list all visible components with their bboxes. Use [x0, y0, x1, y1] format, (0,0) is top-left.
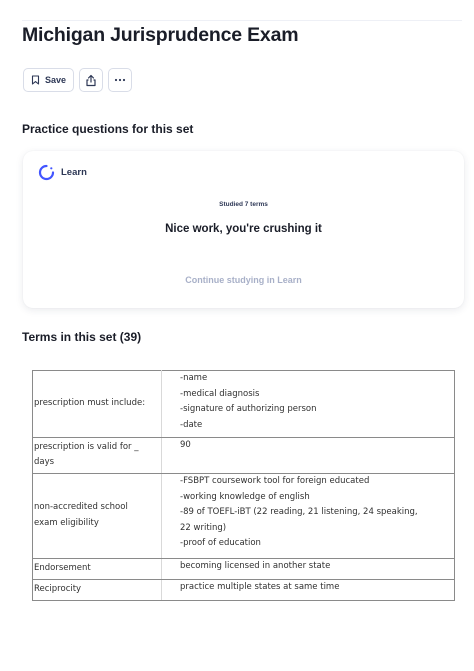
term-text: Endorsement: [34, 562, 91, 573]
definition-line: -date: [180, 419, 203, 430]
definition-line: practice multiple states at same time: [180, 582, 340, 592]
learn-mode-label: Learn: [61, 167, 87, 178]
bookmark-icon: [31, 75, 40, 85]
table-row: [33, 474, 455, 559]
more-horizontal-icon: [114, 78, 126, 82]
term-cell: [33, 559, 162, 580]
table-row: [33, 371, 455, 438]
definition-cell: [162, 371, 455, 438]
header-divider: [22, 20, 462, 21]
term-text: exam eligibility: [34, 517, 99, 528]
term-cell: [33, 474, 162, 559]
table-row: [33, 580, 455, 601]
share-button[interactable]: [79, 68, 103, 92]
table-row: [33, 438, 455, 474]
term-text: days: [34, 457, 55, 467]
studied-count: Studied 7 terms: [219, 201, 268, 208]
term-text: prescription is valid for _: [34, 441, 139, 452]
save-button-label: Save: [44, 75, 67, 85]
share-icon: [85, 74, 97, 87]
definition-line: becoming licensed in another state: [180, 561, 331, 571]
learn-progress-card: [23, 151, 464, 308]
term-text: Reciprocity: [34, 583, 82, 594]
term-text: prescription must include:: [34, 397, 146, 408]
definition-cell: [162, 438, 455, 474]
set-actions-toolbar: [23, 68, 132, 92]
definition-line: -FSBPT coursework tool for foreign educated: [180, 476, 370, 486]
learn-progress-icon: [38, 164, 55, 181]
term-cell: [33, 580, 162, 601]
definition-line: -medical diagnosis: [180, 388, 260, 399]
definition-line: -signature of authorizing person: [180, 404, 317, 414]
table-row: [33, 559, 455, 580]
definition-line: -name: [180, 373, 208, 383]
term-cell: [33, 371, 162, 438]
continue-learn-button[interactable]: Continue studying in Learn: [185, 275, 302, 285]
definition-line: -working knowledge of english: [180, 491, 310, 502]
terms-table: [32, 370, 455, 601]
definition-cell: [162, 559, 455, 580]
terms-section-heading: Terms in this set (39): [22, 330, 142, 344]
practice-section-heading: Practice questions for this set: [22, 122, 194, 136]
term-cell: [33, 438, 162, 474]
learn-mode-link[interactable]: [38, 164, 87, 181]
save-button[interactable]: [23, 68, 74, 92]
definition-line: 90: [180, 440, 191, 450]
term-text: non-accredited school: [34, 502, 128, 512]
definition-line: -89 of TOEFL-iBT (22 reading, 21 listening, 24 speaking,: [180, 507, 418, 517]
progress-message: Nice work, you're crushing it: [165, 223, 322, 235]
page-title: Michigan Jurisprudence Exam: [22, 24, 299, 46]
definition-line: 22 writing): [180, 522, 227, 533]
definition-cell: [162, 580, 455, 601]
definition-line: -proof of education: [180, 538, 261, 548]
definition-cell: [162, 474, 455, 559]
more-options-button[interactable]: [108, 68, 132, 92]
